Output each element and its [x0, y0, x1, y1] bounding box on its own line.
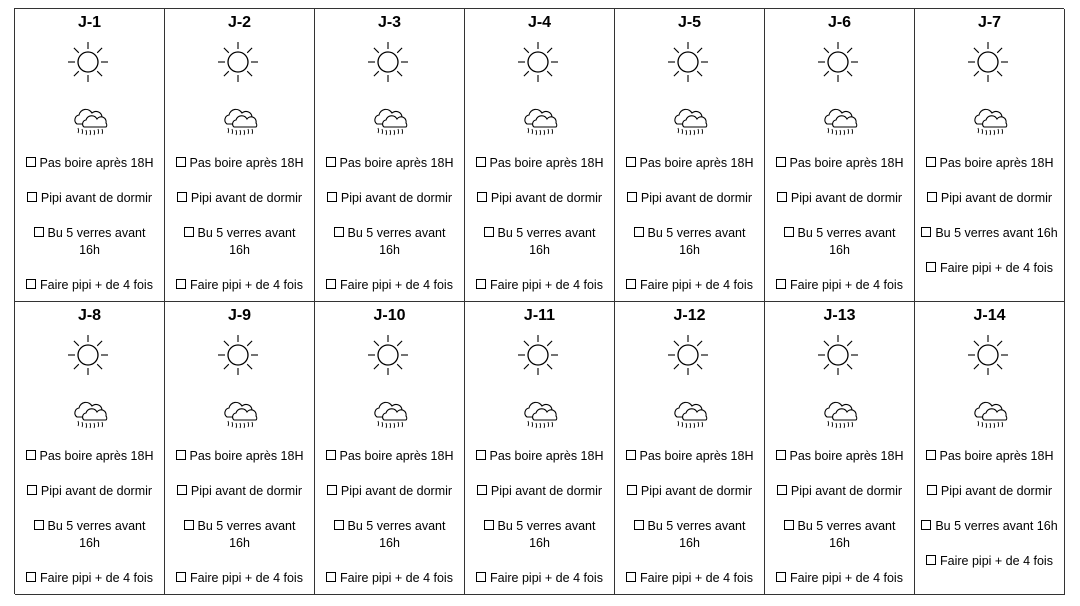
rain-cloud-icon[interactable] [219, 105, 261, 139]
checklist-item[interactable] [917, 448, 1062, 465]
checklist-item[interactable] [917, 155, 1062, 172]
checklist-item[interactable] [317, 483, 462, 500]
checklist-label: Bu 5 verres avant 16h [647, 226, 746, 257]
checklist-item[interactable] [767, 190, 912, 207]
checklist-label: Bu 5 verres avant 16h [47, 226, 146, 257]
checklist-item[interactable] [467, 277, 612, 294]
checkbox-icon[interactable] [27, 192, 37, 202]
rain-cloud-icon[interactable] [969, 398, 1011, 432]
rain-cloud-icon[interactable] [819, 105, 861, 139]
checkbox-icon[interactable] [26, 450, 36, 460]
checklist-item[interactable] [17, 277, 162, 294]
checklist-label: Bu 5 verres avant 16h [197, 226, 296, 257]
checkbox-icon[interactable] [176, 279, 186, 289]
checklist-item[interactable] [17, 570, 162, 587]
checklist-label: Pipi avant de dormir [790, 484, 903, 498]
checklist-label: Bu 5 verres avant 16h [197, 519, 296, 550]
checklist-label: Pas boire après 18H [189, 449, 304, 463]
checklist-item[interactable] [17, 518, 162, 552]
checklist-label: Bu 5 verres avant 16h [935, 519, 1058, 533]
checklist-item[interactable] [617, 570, 762, 587]
checkbox-icon[interactable] [476, 572, 486, 582]
checkbox-icon[interactable] [627, 192, 637, 202]
day-title: J-10 [373, 307, 406, 324]
checklist-label: Pas boire après 18H [639, 449, 754, 463]
checklist-label: Bu 5 verres avant 16h [935, 226, 1058, 240]
checklist-label: Pas boire après 18H [189, 156, 304, 170]
checklist-label: Bu 5 verres avant 16h [347, 226, 446, 257]
checkbox-icon[interactable] [921, 520, 931, 530]
checklist-label: Faire pipi + de 4 fois [790, 571, 903, 585]
day-card-10 [315, 302, 465, 595]
checklist-label: Pipi avant de dormir [190, 484, 303, 498]
rain-cloud-icon[interactable] [819, 398, 861, 432]
checkbox-icon[interactable] [176, 450, 186, 460]
day-title: J-7 [977, 14, 1002, 31]
day-card-13 [765, 302, 915, 595]
checklist-item[interactable] [617, 155, 762, 172]
checklist-item[interactable] [17, 225, 162, 259]
checklist-item[interactable] [917, 553, 1062, 570]
sun-icon[interactable] [217, 334, 259, 376]
day-card-3 [315, 9, 465, 302]
checkbox-icon[interactable] [484, 227, 494, 237]
day-card-7 [915, 9, 1065, 302]
checkbox-icon[interactable] [326, 450, 336, 460]
checklist-label: Bu 5 verres avant 16h [497, 519, 596, 550]
checklist-label: Pipi avant de dormir [190, 191, 303, 205]
checklist-label: Pipi avant de dormir [490, 484, 603, 498]
checklist-item[interactable] [167, 155, 312, 172]
checkbox-icon[interactable] [634, 520, 644, 530]
checklist-label: Faire pipi + de 4 fois [40, 278, 153, 292]
checklist-label: Bu 5 verres avant 16h [797, 226, 896, 257]
checklist-item[interactable] [617, 483, 762, 500]
checklist-label: Pas boire après 18H [789, 449, 904, 463]
sun-icon[interactable] [667, 334, 709, 376]
sun-icon[interactable] [517, 334, 559, 376]
checklist-label: Faire pipi + de 4 fois [640, 278, 753, 292]
day-card-12 [615, 302, 765, 595]
day-title: J-13 [823, 307, 856, 324]
day-title: J-3 [377, 14, 402, 31]
checklist-label: Faire pipi + de 4 fois [490, 278, 603, 292]
checkbox-icon[interactable] [626, 157, 636, 167]
checklist-label: Pipi avant de dormir [490, 191, 603, 205]
checkbox-icon[interactable] [627, 485, 637, 495]
checklist-item[interactable] [17, 190, 162, 207]
checklist-item[interactable] [767, 225, 912, 259]
checkbox-icon[interactable] [776, 572, 786, 582]
checklist-label: Pas boire après 18H [489, 156, 604, 170]
checklist-item[interactable] [167, 225, 312, 259]
checklist-label: Pipi avant de dormir [940, 484, 1053, 498]
checklist-item[interactable] [767, 483, 912, 500]
checklist-label: Faire pipi + de 4 fois [40, 571, 153, 585]
sun-icon[interactable] [517, 41, 559, 83]
checklist-item[interactable] [317, 155, 462, 172]
checkbox-icon[interactable] [327, 485, 337, 495]
day-title: J-1 [77, 14, 102, 31]
rain-cloud-icon[interactable] [519, 398, 561, 432]
sun-icon[interactable] [967, 334, 1009, 376]
checkbox-icon[interactable] [634, 227, 644, 237]
day-title: J-8 [77, 307, 102, 324]
rain-cloud-icon[interactable] [519, 105, 561, 139]
checkbox-icon[interactable] [477, 192, 487, 202]
checklist-label: Pas boire après 18H [39, 156, 154, 170]
checklist-item[interactable] [917, 483, 1062, 500]
sun-icon[interactable] [367, 334, 409, 376]
rain-cloud-icon[interactable] [369, 398, 411, 432]
checklist-label: Faire pipi + de 4 fois [790, 278, 903, 292]
checklist-label: Faire pipi + de 4 fois [940, 261, 1053, 275]
sun-icon[interactable] [217, 41, 259, 83]
checkbox-icon[interactable] [626, 450, 636, 460]
checklist-label: Pas boire après 18H [339, 156, 454, 170]
checklist-item[interactable] [617, 277, 762, 294]
sun-icon[interactable] [67, 41, 109, 83]
checklist-item[interactable] [167, 277, 312, 294]
checkbox-icon[interactable] [776, 279, 786, 289]
checkbox-icon[interactable] [484, 520, 494, 530]
checkbox-icon[interactable] [784, 227, 794, 237]
checklist-item[interactable] [467, 483, 612, 500]
checkbox-icon[interactable] [926, 450, 936, 460]
sun-icon[interactable] [667, 41, 709, 83]
day-card-8 [15, 302, 165, 595]
checklist-item[interactable] [767, 518, 912, 552]
checkbox-icon[interactable] [334, 520, 344, 530]
checklist-label: Bu 5 verres avant 16h [47, 519, 146, 550]
checklist-label: Faire pipi + de 4 fois [490, 571, 603, 585]
checklist-item[interactable] [617, 448, 762, 465]
checkbox-icon[interactable] [26, 279, 36, 289]
rain-cloud-icon[interactable] [669, 398, 711, 432]
rain-cloud-icon[interactable] [969, 105, 1011, 139]
checklist-item[interactable] [17, 448, 162, 465]
rain-cloud-icon[interactable] [69, 398, 111, 432]
checkbox-icon[interactable] [326, 279, 336, 289]
checklist-label: Pipi avant de dormir [40, 191, 153, 205]
day-card-6 [765, 9, 915, 302]
checklist-item[interactable] [167, 448, 312, 465]
checklist-item[interactable] [467, 155, 612, 172]
day-title: J-9 [227, 307, 252, 324]
day-card-2 [165, 9, 315, 302]
day-title: J-5 [677, 14, 702, 31]
checkbox-icon[interactable] [34, 227, 44, 237]
checkbox-icon[interactable] [476, 450, 486, 460]
checklist-label: Bu 5 verres avant 16h [347, 519, 446, 550]
checkbox-icon[interactable] [626, 572, 636, 582]
checkbox-icon[interactable] [326, 572, 336, 582]
sun-icon[interactable] [817, 334, 859, 376]
checklist-item[interactable] [317, 277, 462, 294]
checkbox-icon[interactable] [334, 227, 344, 237]
checkbox-icon[interactable] [926, 157, 936, 167]
checklist-item[interactable] [917, 190, 1062, 207]
checkbox-icon[interactable] [476, 279, 486, 289]
checkbox-icon[interactable] [477, 485, 487, 495]
checklist-item[interactable] [467, 190, 612, 207]
checkbox-icon[interactable] [927, 192, 937, 202]
day-card-9 [165, 302, 315, 595]
day-title: J-2 [227, 14, 252, 31]
checklist-label: Pas boire après 18H [639, 156, 754, 170]
day-title: J-4 [527, 14, 552, 31]
checklist-item[interactable] [167, 570, 312, 587]
rain-cloud-icon[interactable] [219, 398, 261, 432]
checklist-item[interactable] [917, 518, 1062, 535]
checklist-item[interactable] [467, 225, 612, 259]
checklist-item[interactable] [767, 448, 912, 465]
day-card-5 [615, 9, 765, 302]
checkbox-icon[interactable] [476, 157, 486, 167]
checklist-label: Pipi avant de dormir [790, 191, 903, 205]
checklist-label: Faire pipi + de 4 fois [190, 571, 303, 585]
checklist-label: Faire pipi + de 4 fois [340, 278, 453, 292]
checklist-label: Pas boire après 18H [339, 449, 454, 463]
checkbox-icon[interactable] [926, 555, 936, 565]
checklist-item[interactable] [317, 570, 462, 587]
checkbox-icon[interactable] [927, 485, 937, 495]
sun-icon[interactable] [817, 41, 859, 83]
checkbox-icon[interactable] [921, 227, 931, 237]
checkbox-icon[interactable] [26, 157, 36, 167]
checkbox-icon[interactable] [777, 192, 787, 202]
checkbox-icon[interactable] [184, 520, 194, 530]
day-title: J-11 [523, 307, 556, 324]
checkbox-icon[interactable] [784, 520, 794, 530]
checklist-item[interactable] [917, 225, 1062, 242]
checkbox-icon[interactable] [926, 262, 936, 272]
checkbox-icon[interactable] [176, 157, 186, 167]
checklist-label: Pipi avant de dormir [340, 484, 453, 498]
checklist-label: Bu 5 verres avant 16h [497, 226, 596, 257]
checkbox-icon[interactable] [326, 157, 336, 167]
checklist-item[interactable] [317, 448, 462, 465]
checklist-label: Pas boire après 18H [789, 156, 904, 170]
rain-cloud-icon[interactable] [669, 105, 711, 139]
rain-cloud-icon[interactable] [369, 105, 411, 139]
day-title: J-14 [973, 307, 1006, 324]
checklist-item[interactable] [767, 155, 912, 172]
checklist-item[interactable] [617, 225, 762, 259]
checkbox-icon[interactable] [626, 279, 636, 289]
checklist-item[interactable] [317, 518, 462, 552]
checkbox-icon[interactable] [327, 192, 337, 202]
day-card-4 [465, 9, 615, 302]
checkbox-icon[interactable] [777, 485, 787, 495]
checklist-label: Faire pipi + de 4 fois [340, 571, 453, 585]
checklist-item[interactable] [17, 155, 162, 172]
checkbox-icon[interactable] [34, 520, 44, 530]
checklist-item[interactable] [917, 260, 1062, 277]
checklist-item[interactable] [467, 570, 612, 587]
checkbox-icon[interactable] [26, 572, 36, 582]
checklist-item[interactable] [317, 190, 462, 207]
day-title: J-6 [827, 14, 852, 31]
rain-cloud-icon[interactable] [69, 105, 111, 139]
checklist-item[interactable] [167, 190, 312, 207]
checklist-item[interactable] [467, 518, 612, 552]
checklist-item[interactable] [167, 483, 312, 500]
checkbox-icon[interactable] [27, 485, 37, 495]
checklist-label: Pas boire après 18H [939, 449, 1054, 463]
checkbox-icon[interactable] [177, 485, 187, 495]
checklist-item[interactable] [617, 190, 762, 207]
checklist-item[interactable] [17, 483, 162, 500]
calendar-grid [14, 8, 1064, 594]
checkbox-icon[interactable] [776, 450, 786, 460]
checklist-label: Faire pipi + de 4 fois [190, 278, 303, 292]
checkbox-icon[interactable] [177, 192, 187, 202]
checklist-label: Bu 5 verres avant 16h [647, 519, 746, 550]
checklist-item[interactable] [317, 225, 462, 259]
sun-icon[interactable] [967, 41, 1009, 83]
checkbox-icon[interactable] [776, 157, 786, 167]
checklist-label: Pas boire après 18H [489, 449, 604, 463]
checklist-item[interactable] [617, 518, 762, 552]
checkbox-icon[interactable] [184, 227, 194, 237]
checklist-label: Pipi avant de dormir [640, 484, 753, 498]
checklist-label: Faire pipi + de 4 fois [940, 554, 1053, 568]
checklist-label: Pas boire après 18H [939, 156, 1054, 170]
checklist-label: Pas boire après 18H [39, 449, 154, 463]
day-title: J-12 [673, 307, 706, 324]
checklist-label: Bu 5 verres avant 16h [797, 519, 896, 550]
checklist-label: Pipi avant de dormir [40, 484, 153, 498]
checklist-label: Pipi avant de dormir [940, 191, 1053, 205]
sun-icon[interactable] [67, 334, 109, 376]
checklist-item[interactable] [467, 448, 612, 465]
day-card-1 [15, 9, 165, 302]
checklist-label: Pipi avant de dormir [640, 191, 753, 205]
checklist-label: Pipi avant de dormir [340, 191, 453, 205]
checklist-item[interactable] [767, 570, 912, 587]
checkbox-icon[interactable] [176, 572, 186, 582]
day-card-14 [915, 302, 1065, 595]
checklist-item[interactable] [167, 518, 312, 552]
sun-icon[interactable] [367, 41, 409, 83]
checklist-item[interactable] [767, 277, 912, 294]
checklist-label: Faire pipi + de 4 fois [640, 571, 753, 585]
day-card-11 [465, 302, 615, 595]
